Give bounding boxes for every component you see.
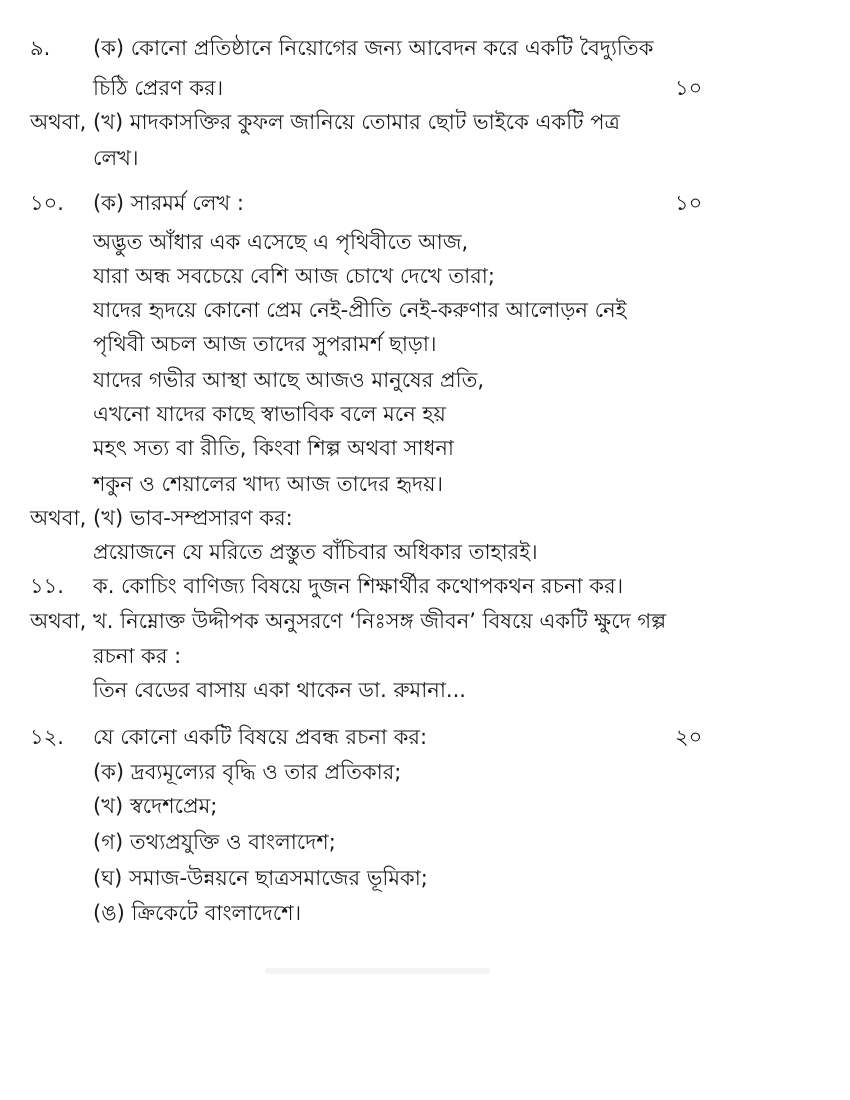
marks: ১০ (675, 191, 703, 215)
or-label: অথবা, (30, 110, 87, 134)
essay-option: (ঙ) ক্রিকেটে বাংলাদেশে। (93, 901, 302, 925)
question-number: ৯. (30, 36, 51, 60)
essay-option: (খ) স্বদেশপ্রেম; (93, 794, 218, 818)
essay-option: (ক) দ্রব্যমূল্যের বৃদ্ধি ও তার প্রতিকার; (93, 760, 402, 784)
question-number: ১২. (30, 725, 64, 749)
question-heading: (ক) সারমর্ম লেখ : (93, 191, 244, 215)
essay-option: (গ) তথ্যপ্রযুক্তি ও বাংলাদেশ; (93, 830, 336, 854)
or-label: অথবা, (30, 506, 87, 530)
question-text: ক. কোচিং বাণিজ্য বিষয়ে দুজন শিক্ষার্থীর কথোপকথন রচনা কর। (93, 574, 624, 598)
question-text: চিঠি প্রেরণ কর। (93, 76, 224, 100)
marks: ১০ (675, 76, 703, 100)
poem-line: শকুন ও শেয়ালের খাদ্য আজ তাদের হৃদয়। (93, 472, 443, 496)
question-text: খ. নিম্নোক্ত উদ্দীপক অনুসরণে ‘নিঃসঙ্গ জীবন’ বিষয়ে একটি ক্ষুদে গল্প (93, 609, 667, 633)
poem-line: অদ্ভুত আঁধার এক এসেছে এ পৃথিবীতে আজ, (93, 230, 469, 254)
question-text: প্রয়োজনে যে মরিতে প্রস্তুত বাঁচিবার অধিকার তাহারই। (93, 540, 538, 564)
question-text: (ক) কোনো প্রতিষ্ঠানে নিয়োগের জন্য আবেদন করে একটি বৈদ্যুতিক (93, 36, 654, 60)
poem-line: যাদের হৃদয়ে কোনো প্রেম নেই-প্রীতি নেই-করুণার আলোড়ন নেই (93, 298, 627, 322)
poem-line: যাদের গভীর আস্থা আছে আজও মানুষের প্রতি, (93, 368, 485, 392)
question-number: ১১. (30, 574, 64, 598)
question-heading: (খ) ভাব-সম্প্রসারণ কর: (93, 506, 293, 530)
question-text: রচনা কর : (93, 644, 182, 668)
question-number: ১০. (30, 191, 64, 215)
scan-smudge (265, 968, 490, 974)
poem-line: পৃথিবী অচল আজ তাদের সুপরামর্শ ছাড়া। (93, 332, 437, 356)
poem-line: যারা অন্ধ সবচেয়ে বেশি আজ চোখে দেখে তারা; (93, 264, 495, 288)
poem-line: এখনো যাদের কাছে স্বাভাবিক বলে মনে হয় (93, 402, 446, 426)
marks: ২০ (675, 725, 703, 749)
stimulus-text: তিন বেডের বাসায় একা থাকেন ডা. রুমানা... (93, 678, 466, 702)
question-heading: যে কোনো একটি বিষয়ে প্রবন্ধ রচনা কর: (93, 725, 428, 749)
poem-line: মহৎ সত্য বা রীতি, কিংবা শিল্প অথবা সাধনা (93, 436, 455, 460)
or-label: অথবা, (30, 609, 87, 633)
question-text: (খ) মাদকাসক্তির কুফল জানিয়ে তোমার ছোট ভাইকে একটি পত্র (93, 110, 620, 134)
essay-option: (ঘ) সমাজ-উন্নয়নে ছাত্রসমাজের ভূমিকা; (93, 866, 428, 890)
question-text: লেখ। (93, 146, 139, 170)
